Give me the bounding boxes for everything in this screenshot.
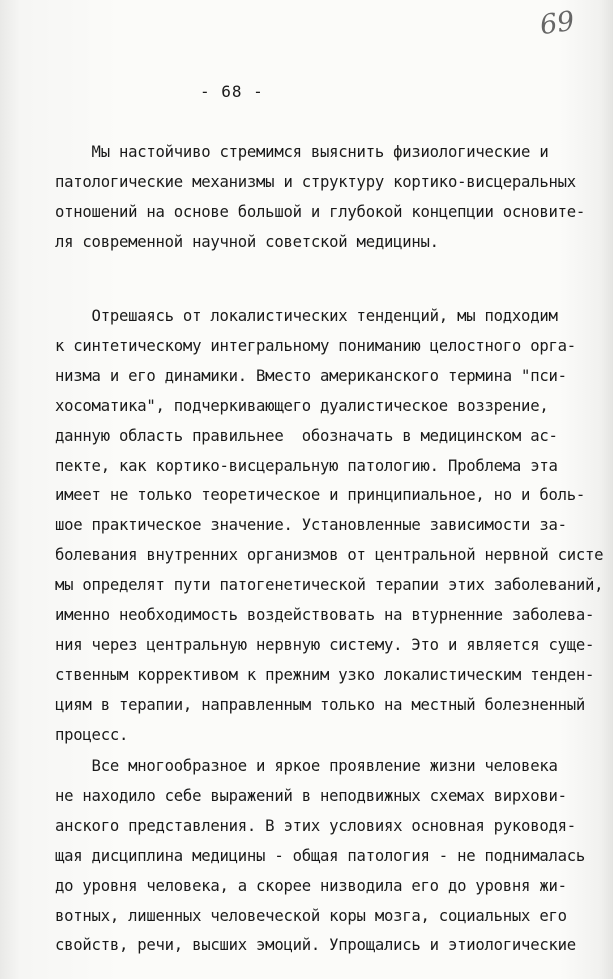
text-line: пекте, как кортико-висцеральную патологию. Проблема эта	[55, 456, 558, 475]
text-line: хосоматика", подчеркивающего дуалистическое воззрение,	[55, 396, 549, 415]
text-line: до уровня человека, а скорее низводила его до уровня жи-	[55, 876, 567, 895]
text-line: не находило себе выражений в неподвижных схемах вирхови-	[55, 786, 567, 805]
text-line: ния через центральную нервную систему. Это и является суще-	[55, 635, 595, 654]
text-line: именно необходимость воздействовать на втурненние заболева-	[55, 606, 595, 624]
text-line: анского представления. В этих условиях основная руководя-	[55, 816, 576, 835]
text-line: имеет не только теоретическое и принципиальное, но и боль-	[55, 486, 586, 505]
text-line: отношений на основе большой и глубокой концепции основите-	[55, 202, 586, 221]
text-line: Все многообразное и яркое проявление жизни человека	[55, 757, 558, 775]
text-line: данную область правильнее обозначать в медицинском ас-	[55, 426, 558, 445]
text-line: низма и его динамики. Вместо американского термина "пси-	[55, 366, 567, 385]
text-line: свойств, речи, высших эмоций. Упрощались и этиологические	[55, 936, 576, 955]
text-line: циям в терапии, направленным только на местный болезненный	[55, 695, 586, 714]
text-line: шое практическое значение. Установленные зависимости за-	[55, 516, 567, 535]
text-line: патологические механизмы и структуру кортико-висцеральных	[55, 172, 576, 191]
text-line: Мы настойчиво стремимся выяснить физиологические и	[55, 143, 549, 161]
text-line: ственным коррективом к прежним узко локалистическим тенден-	[55, 665, 595, 684]
text-line: процесс.	[55, 725, 129, 744]
text-line: болевания внутренних организмов от центральной нервной систе	[55, 546, 604, 565]
archive-folio-number: 69	[538, 5, 577, 42]
text-line: ля современной научной советской медицины.	[55, 232, 439, 251]
text-line: к синтетическому интегральному пониманию целостного орга-	[55, 336, 576, 355]
page-number: - 68 -	[200, 82, 264, 101]
text-line: вотных, лишенных человеческой коры мозга, социальных его	[55, 906, 567, 925]
text-line: мы определят пути патогенетической терапии этих заболеваний,	[55, 576, 604, 595]
text-line: Отрешаясь от локалистических тенденций, мы подходим	[55, 307, 558, 325]
text-line: щая дисциплина медицины - общая патология - не поднималась	[55, 846, 586, 865]
